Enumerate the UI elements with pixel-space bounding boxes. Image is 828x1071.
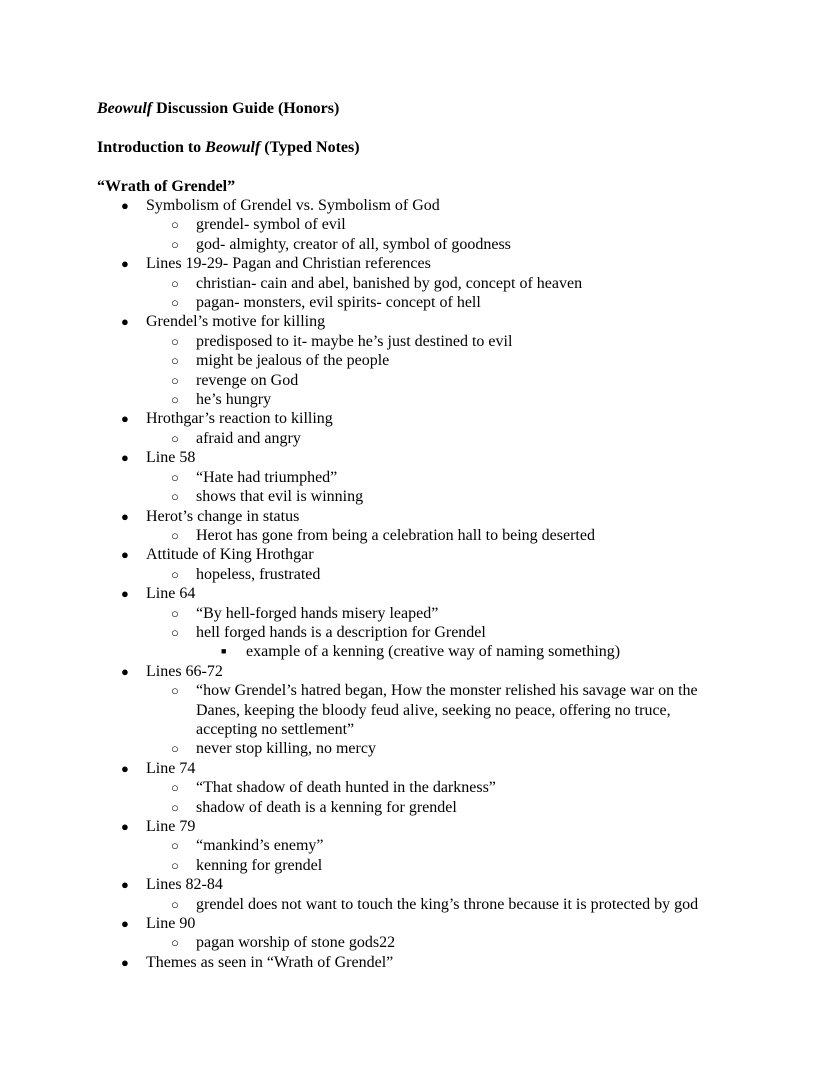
disc-bullet-icon: ● [121,760,129,776]
outline-item [97,895,731,914]
circle-bullet-icon: ○ [171,295,179,311]
outline-item-text: Line 79 [146,818,196,835]
outline-item-text: hell forged hands is a description for Grendel [196,623,486,641]
outline-item-text: “how Grendel’s hatred began, How the monster relished his savage war on the Danes, keeping the bloody feud alive, seeking no peace, offering no truce, accepting no settlement” [196,682,702,738]
outline-item [97,526,731,545]
outline-item [97,914,731,933]
outline-item-text: hopeless, frustrated [196,565,321,583]
outline-item [97,196,731,215]
outline-item [97,274,731,293]
outline-item-text: Lines 82-84 [146,876,223,894]
outline-item [97,681,731,739]
outline-item [97,642,731,661]
circle-bullet-icon: ○ [171,624,179,640]
disc-bullet-icon: ● [121,954,129,970]
square-bullet-icon: ■ [221,646,227,657]
circle-bullet-icon: ○ [171,469,179,485]
doc-title-rest-part: Discussion Guide (Honors) [152,100,340,117]
outline-item [97,778,731,797]
outline-item-text: shows that evil is winning [196,488,364,506]
circle-bullet-icon: ○ [171,236,179,252]
outline-item [97,332,731,351]
outline-item [97,293,731,312]
disc-bullet-icon: ● [121,256,129,272]
circle-bullet-icon: ○ [171,527,179,543]
outline-item-text: Lines 19-29- Pagan and Christian references [146,255,431,273]
disc-bullet-icon: ● [121,547,129,563]
outline-item-text: Lines 66-72 [146,662,223,680]
outline-item-text: Attitude of King Hrothgar [146,546,314,564]
outline-item-text: afraid and angry [196,429,301,447]
outline-item-text: christian- cain and abel, banished by god, concept of heaven [196,274,583,292]
circle-bullet-icon: ○ [171,896,179,912]
outline-item-text: predisposed to it- maybe he’s just destined to evil [196,332,513,350]
disc-bullet-icon: ● [121,877,129,893]
outline-item-text: pagan worship of stone gods22 [196,934,396,952]
circle-bullet-icon: ○ [171,430,179,446]
outline-item [97,371,731,390]
outline-item-text: Symbolism of Grendel vs. Symbolism of God [146,197,440,214]
outline-item-text: grendel does not want to touch the king’s throne because it is protected by god [196,895,699,913]
disc-bullet-icon: ● [121,314,129,330]
circle-bullet-icon: ○ [171,392,179,408]
outline-item [97,390,731,409]
doc-subtitle [97,138,731,157]
section-heading: “Wrath of Grendel” [97,177,236,195]
outline-item-text: Grendel’s motive for killing [146,313,326,331]
outline [97,196,731,972]
outline-item [97,604,731,623]
outline-item-text: god- almighty, creator of all, symbol of goodness [196,235,511,253]
circle-bullet-icon: ○ [171,489,179,505]
circle-bullet-icon: ○ [171,857,179,873]
circle-bullet-icon: ○ [171,333,179,349]
outline-item-text: shadow of death is a kenning for grendel [196,798,457,816]
outline-item [97,856,731,875]
circle-bullet-icon: ○ [171,935,179,951]
circle-bullet-icon: ○ [171,275,179,291]
outline-item-text: Line 90 [146,915,196,933]
outline-item [97,507,731,526]
outline-item [97,798,731,817]
circle-bullet-icon: ○ [171,799,179,815]
outline-item [97,448,731,467]
outline-item [97,739,731,758]
disc-bullet-icon: ● [121,198,129,213]
doc-subtitle-post-part: (Typed Notes) [260,138,360,156]
outline-item [97,468,731,487]
outline-item [97,312,731,331]
outline-item-text: Line 74 [146,759,196,777]
outline-item [97,953,731,972]
outline-item-text: Hrothgar’s reaction to killing [146,410,333,428]
outline-item-text: Themes as seen in “Wrath of Grendel” [146,953,394,971]
doc-subtitle-italic-part: Beowulf [205,138,261,156]
disc-bullet-icon: ● [121,508,129,524]
outline-item-text: he’s hungry [196,391,272,409]
circle-bullet-icon: ○ [171,838,179,854]
outline-item [97,817,731,836]
outline-item [97,584,731,603]
outline-item-text: Herot has gone from being a celebration hall to being deserted [196,526,595,544]
outline-item [97,565,731,584]
disc-bullet-icon: ● [121,450,129,466]
outline-item [97,759,731,778]
outline-item [97,254,731,273]
outline-item [97,662,731,681]
circle-bullet-icon: ○ [171,566,179,582]
outline-item [97,429,731,448]
doc-title-italic-part: Beowulf [97,100,153,117]
circle-bullet-icon: ○ [171,605,179,621]
disc-bullet-icon: ● [121,819,129,834]
outline-item-text: Line 64 [146,585,196,603]
outline-item-text: might be jealous of the people [196,352,390,370]
circle-bullet-icon: ○ [171,780,179,796]
outline-item [97,545,731,564]
outline-item-text: “By hell-forged hands misery leaped” [196,604,439,622]
outline-item [97,487,731,506]
outline-item-text: Line 58 [146,449,196,467]
outline-item [97,235,731,254]
outline-item-text: pagan- monsters, evil spirits- concept of hell [196,294,481,312]
disc-bullet-icon: ● [121,586,129,602]
doc-title [97,99,731,118]
outline-item-text: Herot’s change in status [146,507,300,525]
circle-bullet-icon: ○ [171,741,179,757]
outline-item-text: “Hate had triumphed” [196,468,338,486]
outline-item [97,875,731,894]
doc-subtitle-pre-part: Introduction to [97,138,206,156]
circle-bullet-icon: ○ [171,683,179,699]
outline-item [97,933,731,952]
circle-bullet-icon: ○ [171,217,179,233]
outline-item-text: revenge on God [196,371,299,389]
outline-item [97,836,731,855]
outline-item-text: example of a kenning (creative way of naming something) [246,643,621,661]
disc-bullet-icon: ● [121,916,129,932]
outline-item [97,351,731,370]
outline-item-text: “mankind’s enemy” [196,837,324,855]
disc-bullet-icon: ● [121,663,129,679]
outline-item-text: grendel- symbol of evil [196,216,346,234]
outline-item-text: kenning for grendel [196,856,323,874]
outline-item-text: “That shadow of death hunted in the darkness” [196,779,496,797]
outline-item [97,623,731,642]
circle-bullet-icon: ○ [171,372,179,388]
outline-item [97,409,731,428]
outline-item-text: never stop killing, no mercy [196,740,376,758]
disc-bullet-icon: ● [121,411,129,427]
circle-bullet-icon: ○ [171,353,179,369]
outline-item [97,215,731,234]
